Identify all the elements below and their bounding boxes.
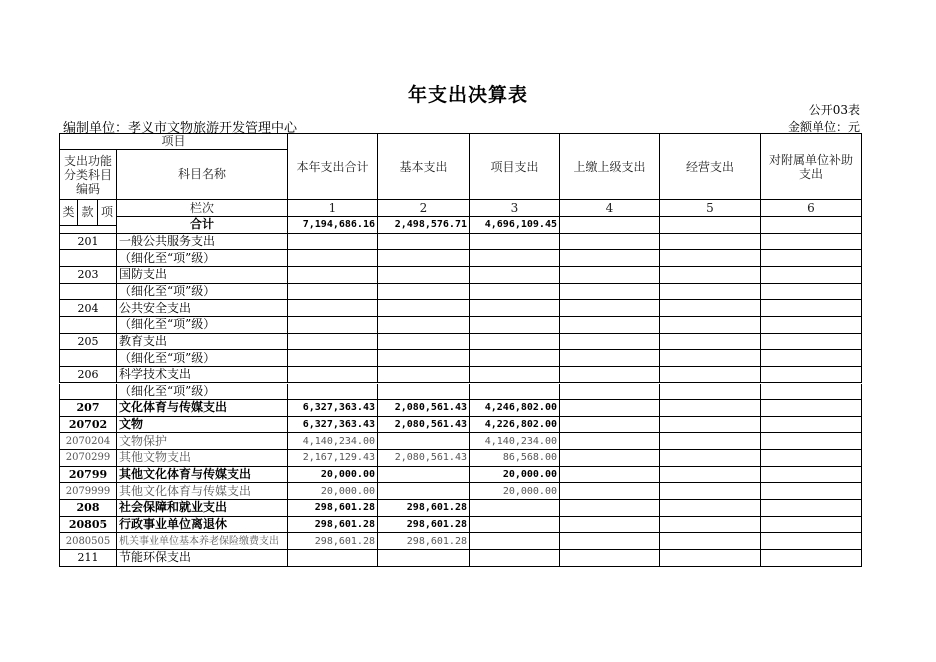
row-code: 207 bbox=[59, 400, 117, 417]
row-name: 科学技术支出 bbox=[117, 367, 288, 384]
row-value-col-2 bbox=[378, 284, 470, 301]
row-value-col-5 bbox=[660, 417, 761, 434]
header-xiang: 项 bbox=[98, 200, 117, 226]
row-name: 文化体育与传媒支出 bbox=[117, 400, 288, 417]
row-value-col-3 bbox=[470, 517, 560, 534]
row-value-col-1 bbox=[288, 267, 378, 284]
row-value-col-2 bbox=[378, 317, 470, 334]
row-name: 行政事业单位离退休 bbox=[117, 517, 288, 534]
row-value-col-2 bbox=[378, 334, 470, 351]
row-value-col-1 bbox=[288, 384, 378, 401]
row-value-col-6 bbox=[761, 517, 862, 534]
row-value-col-2: 2,080,561.43 bbox=[378, 450, 470, 467]
row-value-col-1 bbox=[288, 284, 378, 301]
row-value-col-1 bbox=[288, 550, 378, 567]
row-value-col-2 bbox=[378, 367, 470, 384]
row-value-col-3: 86,568.00 bbox=[470, 450, 560, 467]
row-value-col-4 bbox=[560, 317, 660, 334]
header-col-num-5: 5 bbox=[660, 200, 761, 217]
row-value-col-6 bbox=[761, 267, 862, 284]
row-value-col-5 bbox=[660, 467, 761, 484]
row-value-col-5 bbox=[660, 550, 761, 567]
header-col-num-2: 2 bbox=[378, 200, 470, 217]
row-value-col-6 bbox=[761, 234, 862, 251]
row-value-col-2 bbox=[378, 234, 470, 251]
row-value-col-1 bbox=[288, 234, 378, 251]
row-value-col-3: 4,140,234.00 bbox=[470, 433, 560, 450]
header-col-4: 上缴上级支出 bbox=[560, 133, 660, 200]
row-value-col-3 bbox=[470, 384, 560, 401]
row-name: （细化至“项”级） bbox=[117, 284, 288, 301]
row-value-col-2 bbox=[378, 350, 470, 367]
amount-unit: 金额单位：元 bbox=[787, 120, 860, 134]
row-value-col-2: 2,080,561.43 bbox=[378, 400, 470, 417]
row-name: （细化至“项”级） bbox=[117, 350, 288, 367]
row-value-col-3 bbox=[470, 317, 560, 334]
header-col-num-4: 4 bbox=[560, 200, 660, 217]
row-value-col-6 bbox=[761, 433, 862, 450]
row-value-col-2 bbox=[378, 250, 470, 267]
header-kuan: 款 bbox=[78, 200, 98, 226]
row-code: 2080505 bbox=[59, 533, 117, 550]
row-value-col-5 bbox=[660, 533, 761, 550]
header-col-num-6: 6 bbox=[761, 200, 862, 217]
row-value-col-6 bbox=[761, 533, 862, 550]
row-value-col-3 bbox=[470, 267, 560, 284]
row-value-col-4 bbox=[560, 300, 660, 317]
row-value-col-6 bbox=[761, 550, 862, 567]
row-value-col-4 bbox=[560, 350, 660, 367]
row-value-col-1: 298,601.28 bbox=[288, 500, 378, 517]
row-code: 201 bbox=[59, 234, 117, 251]
row-value-col-3 bbox=[470, 234, 560, 251]
row-value-col-2: 298,601.28 bbox=[378, 533, 470, 550]
row-value-col-2 bbox=[378, 483, 470, 500]
row-value-col-1: 6,327,363.43 bbox=[288, 400, 378, 417]
row-value-col-2 bbox=[378, 467, 470, 484]
row-value-col-1 bbox=[288, 350, 378, 367]
row-code: 2070204 bbox=[59, 433, 117, 450]
row-value-col-5 bbox=[660, 433, 761, 450]
row-value-col-5 bbox=[660, 267, 761, 284]
row-name: 文物保护 bbox=[117, 433, 288, 450]
row-value-col-6 bbox=[761, 300, 862, 317]
row-value-col-2 bbox=[378, 384, 470, 401]
header-col-5: 经营支出 bbox=[660, 133, 761, 200]
row-code: 205 bbox=[59, 334, 117, 351]
row-value-col-1 bbox=[288, 334, 378, 351]
row-value-col-2 bbox=[378, 300, 470, 317]
header-col-num-3: 3 bbox=[470, 200, 560, 217]
row-value-col-5 bbox=[660, 234, 761, 251]
row-value-col-4 bbox=[560, 417, 660, 434]
row-name: 公共安全支出 bbox=[117, 300, 288, 317]
row-value-col-4 bbox=[560, 400, 660, 417]
compiling-unit: 编制单位：孝义市文物旅游开发管理中心 bbox=[63, 121, 298, 136]
row-value-col-3: 4,696,109.45 bbox=[470, 217, 560, 234]
row-value-col-5 bbox=[660, 400, 761, 417]
row-value-col-3: 4,246,802.00 bbox=[470, 400, 560, 417]
row-code: 2070299 bbox=[59, 450, 117, 467]
row-value-col-6 bbox=[761, 483, 862, 500]
row-value-col-3 bbox=[470, 250, 560, 267]
row-value-col-5 bbox=[660, 367, 761, 384]
row-value-col-5 bbox=[660, 250, 761, 267]
header-col-2: 基本支出 bbox=[378, 133, 470, 200]
header-lanci: 栏次 bbox=[117, 200, 288, 217]
row-name: 节能环保支出 bbox=[117, 550, 288, 567]
row-value-col-3 bbox=[470, 367, 560, 384]
row-value-col-2 bbox=[378, 267, 470, 284]
row-name: 文物 bbox=[117, 417, 288, 434]
row-name: （细化至“项”级） bbox=[117, 317, 288, 334]
row-name: 合计 bbox=[117, 217, 288, 234]
row-code: 20805 bbox=[59, 517, 117, 534]
row-value-col-3: 4,226,802.00 bbox=[470, 417, 560, 434]
row-code bbox=[59, 250, 117, 267]
row-value-col-5 bbox=[660, 284, 761, 301]
header-item: 项目 bbox=[59, 133, 288, 150]
row-value-col-1 bbox=[288, 250, 378, 267]
row-value-col-2 bbox=[378, 433, 470, 450]
row-value-col-6 bbox=[761, 217, 862, 234]
row-value-col-4 bbox=[560, 334, 660, 351]
row-code: 203 bbox=[59, 267, 117, 284]
row-value-col-1: 298,601.28 bbox=[288, 533, 378, 550]
row-value-col-5 bbox=[660, 384, 761, 401]
header-lei: 类 bbox=[59, 200, 78, 226]
row-value-col-6 bbox=[761, 284, 862, 301]
row-value-col-1: 20,000.00 bbox=[288, 483, 378, 500]
row-value-col-6 bbox=[761, 350, 862, 367]
row-code: 208 bbox=[59, 500, 117, 517]
page-title: 年支出决算表 bbox=[407, 84, 528, 106]
header-code: 支出功能分类科目编码 bbox=[59, 150, 117, 200]
row-value-col-3 bbox=[470, 550, 560, 567]
row-value-col-6 bbox=[761, 317, 862, 334]
row-value-col-1 bbox=[288, 317, 378, 334]
row-value-col-3: 20,000.00 bbox=[470, 467, 560, 484]
row-value-col-6 bbox=[761, 400, 862, 417]
header-col-num-1: 1 bbox=[288, 200, 378, 217]
row-code: 211 bbox=[59, 550, 117, 567]
row-name: 教育支出 bbox=[117, 334, 288, 351]
row-value-col-4 bbox=[560, 267, 660, 284]
row-name: 其他文化体育与传媒支出 bbox=[117, 483, 288, 500]
row-value-col-1: 7,194,686.16 bbox=[288, 217, 378, 234]
row-code: 20799 bbox=[59, 467, 117, 484]
row-code bbox=[59, 284, 117, 301]
expenditure-table bbox=[59, 133, 862, 564]
row-name: 一般公共服务支出 bbox=[117, 234, 288, 251]
form-number: 公开03表 bbox=[808, 103, 860, 117]
row-value-col-5 bbox=[660, 217, 761, 234]
row-value-col-4 bbox=[560, 234, 660, 251]
header-col-3: 项目支出 bbox=[470, 133, 560, 200]
row-value-col-2 bbox=[378, 550, 470, 567]
row-value-col-6 bbox=[761, 467, 862, 484]
row-code: 2079999 bbox=[59, 483, 117, 500]
row-value-col-4 bbox=[560, 533, 660, 550]
row-value-col-2: 298,601.28 bbox=[378, 500, 470, 517]
row-name: 机关事业单位基本养老保险缴费支出 bbox=[117, 533, 288, 550]
row-value-col-4 bbox=[560, 384, 660, 401]
row-code bbox=[59, 350, 117, 367]
row-value-col-3 bbox=[470, 300, 560, 317]
row-value-col-5 bbox=[660, 517, 761, 534]
row-value-col-5 bbox=[660, 450, 761, 467]
row-code bbox=[59, 384, 117, 401]
row-value-col-4 bbox=[560, 550, 660, 567]
row-value-col-4 bbox=[560, 284, 660, 301]
row-name: （细化至“项”级） bbox=[117, 384, 288, 401]
row-value-col-2: 2,080,561.43 bbox=[378, 417, 470, 434]
row-value-col-6 bbox=[761, 450, 862, 467]
row-value-col-6 bbox=[761, 500, 862, 517]
row-value-col-4 bbox=[560, 517, 660, 534]
row-name: （细化至“项”级） bbox=[117, 250, 288, 267]
row-value-col-1: 298,601.28 bbox=[288, 517, 378, 534]
header-col-1: 本年支出合计 bbox=[288, 133, 378, 200]
row-value-col-6 bbox=[761, 367, 862, 384]
row-value-col-4 bbox=[560, 217, 660, 234]
row-value-col-5 bbox=[660, 483, 761, 500]
row-name: 社会保障和就业支出 bbox=[117, 500, 288, 517]
row-value-col-4 bbox=[560, 250, 660, 267]
row-value-col-5 bbox=[660, 317, 761, 334]
row-value-col-1 bbox=[288, 367, 378, 384]
row-value-col-1: 2,167,129.43 bbox=[288, 450, 378, 467]
row-value-col-1: 4,140,234.00 bbox=[288, 433, 378, 450]
row-code: 20702 bbox=[59, 417, 117, 434]
row-name: 其他文化体育与传媒支出 bbox=[117, 467, 288, 484]
row-value-col-1: 20,000.00 bbox=[288, 467, 378, 484]
row-value-col-4 bbox=[560, 450, 660, 467]
row-value-col-3 bbox=[470, 334, 560, 351]
row-code: 206 bbox=[59, 367, 117, 384]
row-value-col-5 bbox=[660, 500, 761, 517]
row-value-col-3 bbox=[470, 284, 560, 301]
row-value-col-4 bbox=[560, 433, 660, 450]
row-value-col-3 bbox=[470, 350, 560, 367]
row-code: 204 bbox=[59, 300, 117, 317]
row-value-col-4 bbox=[560, 483, 660, 500]
row-value-col-6 bbox=[761, 417, 862, 434]
row-value-col-3 bbox=[470, 500, 560, 517]
header-col-6: 对附属单位补助支出 bbox=[761, 133, 862, 200]
row-value-col-4 bbox=[560, 467, 660, 484]
row-code bbox=[59, 317, 117, 334]
row-value-col-6 bbox=[761, 250, 862, 267]
row-value-col-5 bbox=[660, 350, 761, 367]
row-value-col-2: 2,498,576.71 bbox=[378, 217, 470, 234]
row-value-col-1: 6,327,363.43 bbox=[288, 417, 378, 434]
header-name: 科目名称 bbox=[117, 150, 288, 200]
row-name: 国防支出 bbox=[117, 267, 288, 284]
row-value-col-2: 298,601.28 bbox=[378, 517, 470, 534]
row-value-col-3 bbox=[470, 533, 560, 550]
row-code bbox=[59, 217, 117, 234]
row-value-col-4 bbox=[560, 500, 660, 517]
row-value-col-1 bbox=[288, 300, 378, 317]
row-value-col-6 bbox=[761, 334, 862, 351]
row-name: 其他文物支出 bbox=[117, 450, 288, 467]
row-value-col-5 bbox=[660, 334, 761, 351]
row-value-col-3: 20,000.00 bbox=[470, 483, 560, 500]
row-value-col-6 bbox=[761, 384, 862, 401]
row-value-col-5 bbox=[660, 300, 761, 317]
row-value-col-4 bbox=[560, 367, 660, 384]
